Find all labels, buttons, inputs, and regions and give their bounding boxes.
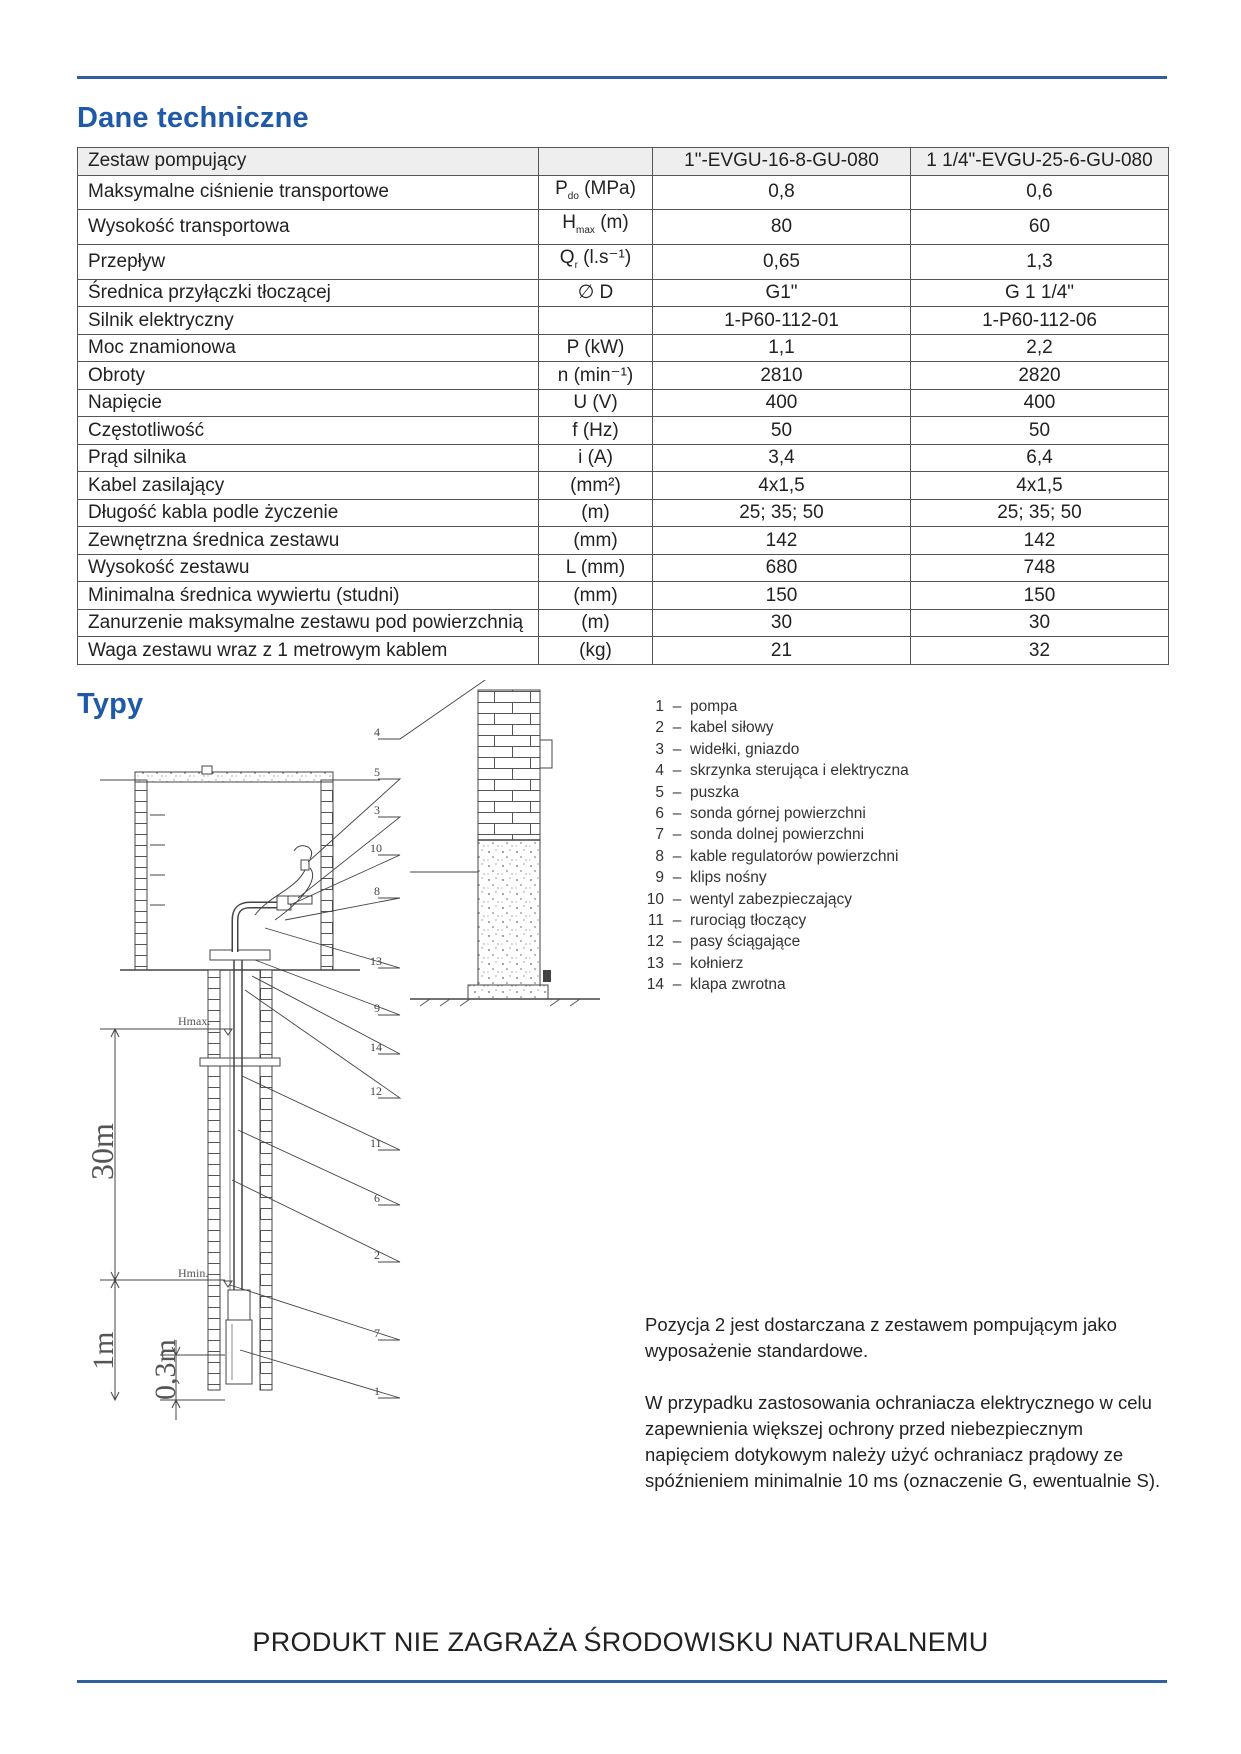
value-cell-model-2: 2,2 xyxy=(911,334,1169,362)
header-cell-set: Zestaw pompujący xyxy=(78,148,539,176)
table-row xyxy=(78,334,1169,362)
legend-number: 13 xyxy=(646,954,664,972)
value-cell-model-2: 0,6 xyxy=(911,175,1169,210)
legend-number: 2 xyxy=(655,719,664,737)
legend-number: 9 xyxy=(655,869,664,887)
table-row xyxy=(78,389,1169,417)
callout-label: 2 xyxy=(374,1248,380,1262)
value-cell-model-1: 400 xyxy=(653,389,911,417)
types-title: Typy xyxy=(77,688,144,720)
value-cell-model-1: 50 xyxy=(653,417,911,445)
table-row xyxy=(78,417,1169,445)
table-row xyxy=(78,582,1169,610)
symbol-cell xyxy=(539,499,653,527)
value-cell-model-1: 30 xyxy=(653,609,911,637)
table-row xyxy=(78,444,1169,472)
symbol-text: (m) xyxy=(581,612,610,634)
symbol-cell xyxy=(539,279,653,307)
symbol-unit: (m) xyxy=(594,212,629,234)
symbol-text: i (A) xyxy=(578,447,613,469)
legend-number: 4 xyxy=(655,762,664,780)
value-cell-model-1: 1-P60-112-01 xyxy=(653,307,911,335)
value-cell-model-1: 80 xyxy=(653,210,911,245)
header-cell-model-1: 1"-EVGU-16-8-GU-080 xyxy=(653,148,911,176)
legend-dash: – xyxy=(672,933,682,951)
symbol-cell xyxy=(539,245,653,280)
well-chamber xyxy=(100,766,380,970)
legend-item xyxy=(640,782,909,803)
callout-label: 1 xyxy=(374,1384,380,1398)
legend-label: pasy ściągające xyxy=(690,933,801,951)
table-row xyxy=(78,175,1169,210)
param-cell: Wysokość zestawu xyxy=(78,554,539,582)
dimensions xyxy=(84,1014,225,1420)
symbol-cell xyxy=(539,444,653,472)
bottom-rule xyxy=(77,1680,1167,1683)
legend-number: 14 xyxy=(646,976,664,994)
legend-dash: – xyxy=(672,847,682,865)
symbol-text: P (kW) xyxy=(566,337,625,359)
param-cell: Zanurzenie maksymalne zestawu pod powierzchnią xyxy=(78,609,539,637)
table-row xyxy=(78,210,1169,245)
symbol-text: P xyxy=(555,177,568,199)
symbol-text: U (V) xyxy=(573,392,618,414)
callout-label: 7 xyxy=(374,1326,380,1340)
legend-number: 8 xyxy=(655,847,664,865)
legend-dash: – xyxy=(672,804,682,822)
legend-item xyxy=(640,931,909,952)
symbol-cell xyxy=(539,175,653,210)
callout-label: 4 xyxy=(374,725,380,739)
symbol-text: (kg) xyxy=(579,639,612,661)
legend-number: 3 xyxy=(655,740,664,758)
value-cell-model-1: 680 xyxy=(653,554,911,582)
symbol-cell xyxy=(539,417,653,445)
top-rule xyxy=(77,76,1167,79)
param-cell: Długość kabla podle życzenie xyxy=(78,499,539,527)
legend-dash: – xyxy=(672,783,682,801)
symbol-cell xyxy=(539,609,653,637)
legend-dash: – xyxy=(672,762,682,780)
legend-label: puszka xyxy=(690,783,740,801)
symbol-text: H xyxy=(562,212,577,234)
legend-label: skrzynka sterująca i elektryczna xyxy=(690,762,909,780)
symbol-subscript: do xyxy=(567,190,579,202)
symbol-text: f (Hz) xyxy=(572,419,619,441)
param-cell: Wysokość transportowa xyxy=(78,210,539,245)
note-standard-equipment: Pozycja 2 jest dostarczana z zestawem pompującym jako wyposażenie standardowe. xyxy=(645,1314,1117,1361)
param-cell: Częstotliwość xyxy=(78,417,539,445)
legend-dash: – xyxy=(672,826,682,844)
value-cell-model-1: 1,1 xyxy=(653,334,911,362)
symbol-text: (mm) xyxy=(573,584,618,606)
legend-label: kabel siłowy xyxy=(690,719,774,737)
value-cell-model-2: 142 xyxy=(911,527,1169,555)
legend-number: 12 xyxy=(646,933,664,951)
legend-item xyxy=(640,760,909,781)
junction-box-icon xyxy=(301,860,309,870)
control-box-icon xyxy=(540,740,552,768)
legend-label: klapa zwrotna xyxy=(690,976,786,994)
value-cell-model-2: 748 xyxy=(911,554,1169,582)
legend-dash: – xyxy=(672,869,682,887)
legend-item xyxy=(640,867,909,888)
borehole xyxy=(200,960,280,1390)
hmax-label: Hmax. xyxy=(178,1014,211,1028)
value-cell-model-1: 150 xyxy=(653,582,911,610)
wall-building xyxy=(410,690,600,1006)
hmin-label: Hmin. xyxy=(178,1266,209,1280)
param-cell: Prąd silnika xyxy=(78,444,539,472)
callout-label: 13 xyxy=(370,954,382,968)
legend-number: 10 xyxy=(646,890,664,908)
symbol-cell xyxy=(539,527,653,555)
legend-number: 7 xyxy=(655,826,664,844)
spec-table-body xyxy=(78,148,1169,665)
legend-dash: – xyxy=(672,954,682,972)
spec-table xyxy=(77,147,1169,665)
legend-label: rurociąg tłoczący xyxy=(690,911,807,929)
dim-1m-label: 1m xyxy=(87,1331,120,1370)
legend-label: sonda górnej powierzchni xyxy=(690,804,866,822)
param-cell: Kabel zasilający xyxy=(78,472,539,500)
symbol-text: (m) xyxy=(581,502,610,524)
table-row xyxy=(78,245,1169,280)
legend-label: kołnierz xyxy=(690,954,744,972)
symbol-text: ∅ D xyxy=(577,282,614,304)
value-cell-model-2: 150 xyxy=(911,582,1169,610)
symbol-unit: (l.s⁻¹) xyxy=(577,247,632,269)
symbol-subscript: max xyxy=(576,225,595,237)
param-cell: Maksymalne ciśnienie transportowe xyxy=(78,175,539,210)
callout-label: 12 xyxy=(370,1084,382,1098)
value-cell-model-2: 32 xyxy=(911,637,1169,665)
param-cell: Obroty xyxy=(78,362,539,390)
table-row xyxy=(78,362,1169,390)
symbol-text: (mm²) xyxy=(570,474,621,496)
value-cell-model-1: 3,4 xyxy=(653,444,911,472)
symbol-text: n (min⁻¹) xyxy=(557,364,634,386)
symbol-cell xyxy=(539,307,653,335)
callout-label: 10 xyxy=(370,841,382,855)
legend-item xyxy=(640,717,909,738)
callout-label: 8 xyxy=(374,884,380,898)
symbol-text: (mm) xyxy=(573,529,618,551)
symbol-cell xyxy=(539,472,653,500)
table-row xyxy=(78,472,1169,500)
param-cell: Zewnętrzna średnica zestawu xyxy=(78,527,539,555)
installation-diagram xyxy=(80,680,640,1620)
legend-dash: – xyxy=(672,698,682,715)
value-cell-model-2: 1-P60-112-06 xyxy=(911,307,1169,335)
footer-slogan: PRODUKT NIE ZAGRAŻA ŚRODOWISKU NATURALNEMU xyxy=(252,1627,989,1657)
value-cell-model-1: 0,8 xyxy=(653,175,911,210)
symbol-cell xyxy=(539,554,653,582)
legend-item xyxy=(640,696,909,717)
symbol-cell xyxy=(539,334,653,362)
dim-03m-label: 0,3m xyxy=(149,1339,182,1400)
value-cell-model-2: 50 xyxy=(911,417,1169,445)
value-cell-model-1: 142 xyxy=(653,527,911,555)
legend-label: kable regulatorów powierzchni xyxy=(690,847,899,865)
value-cell-model-2: 60 xyxy=(911,210,1169,245)
table-row xyxy=(78,279,1169,307)
legend-label: sonda dolnej powierzchni xyxy=(690,826,865,844)
legend-item xyxy=(640,974,909,995)
table-row xyxy=(78,527,1169,555)
legend-item xyxy=(640,824,909,845)
valve-icon xyxy=(543,970,551,982)
value-cell-model-2: 400 xyxy=(911,389,1169,417)
page-title: Dane techniczne xyxy=(77,102,309,134)
value-cell-model-2: 30 xyxy=(911,609,1169,637)
value-cell-model-2: 6,4 xyxy=(911,444,1169,472)
dim-30m-label: 30m xyxy=(84,1123,120,1180)
legend-label: klips nośny xyxy=(690,869,767,887)
diagram-legend xyxy=(640,696,909,995)
param-cell: Waga zestawu wraz z 1 metrowym kablem xyxy=(78,637,539,665)
table-row xyxy=(78,609,1169,637)
symbol-text: L (mm) xyxy=(565,557,626,579)
param-cell: Minimalna średnica wywiertu (studni) xyxy=(78,582,539,610)
value-cell-model-1: 2810 xyxy=(653,362,911,390)
legend-label: pompa xyxy=(690,698,738,715)
legend-item xyxy=(640,953,909,974)
value-cell-model-1: 25; 35; 50 xyxy=(653,499,911,527)
symbol-text: Q xyxy=(559,247,575,269)
header-cell-symbol xyxy=(539,148,653,176)
table-header-row xyxy=(78,148,1169,176)
value-cell-model-2: G 1 1/4" xyxy=(911,279,1169,307)
symbol-cell xyxy=(539,389,653,417)
legend-label: widełki, gniazdo xyxy=(690,740,800,758)
legend-dash: – xyxy=(672,976,682,994)
legend-item xyxy=(640,846,909,867)
param-cell: Przepływ xyxy=(78,245,539,280)
callout-labels xyxy=(370,725,382,1398)
value-cell-model-2: 4x1,5 xyxy=(911,472,1169,500)
symbol-cell xyxy=(539,637,653,665)
param-cell: Średnica przyłączki tłoczącej xyxy=(78,279,539,307)
value-cell-model-1: 21 xyxy=(653,637,911,665)
callout-label: 6 xyxy=(374,1191,380,1205)
value-cell-model-1: G1" xyxy=(653,279,911,307)
symbol-cell xyxy=(539,582,653,610)
callout-label: 11 xyxy=(370,1136,382,1150)
table-row xyxy=(78,307,1169,335)
legend-dash: – xyxy=(672,719,682,737)
symbol-cell xyxy=(539,210,653,245)
legend-dash: – xyxy=(672,740,682,758)
table-row xyxy=(78,499,1169,527)
symbol-unit: (MPa) xyxy=(578,177,636,199)
value-cell-model-2: 2820 xyxy=(911,362,1169,390)
callout-label: 14 xyxy=(370,1040,382,1054)
value-cell-model-2: 1,3 xyxy=(911,245,1169,280)
value-cell-model-1: 0,65 xyxy=(653,245,911,280)
legend-label: wentyl zabezpieczający xyxy=(690,890,852,908)
legend-item xyxy=(640,803,909,824)
value-cell-model-1: 4x1,5 xyxy=(653,472,911,500)
note-electrical-protection: W przypadku zastosowania ochraniacza elektrycznego w celu zapewnienia większej ochrony przed niebezpiecznym napięciem dotykowym należy użyć ochraniacz prądowy ze spóźnieniem minimalnie 10 ms (oznaczenie G, ewentualnie S). xyxy=(645,1392,1161,1491)
param-cell: Silnik elektryczny xyxy=(78,307,539,335)
param-cell: Napięcie xyxy=(78,389,539,417)
table-row xyxy=(78,637,1169,665)
param-cell: Moc znamionowa xyxy=(78,334,539,362)
legend-number: 11 xyxy=(647,911,664,929)
callout-label: 3 xyxy=(374,803,380,817)
legend-number: 1 xyxy=(655,698,664,715)
table-row xyxy=(78,554,1169,582)
header-cell-model-2: 1 1/4"-EVGU-25-6-GU-080 xyxy=(911,148,1169,176)
legend-dash: – xyxy=(672,890,682,908)
legend-item xyxy=(640,739,909,760)
legend-number: 5 xyxy=(655,783,664,801)
symbol-subscript: r xyxy=(574,259,578,271)
callout-label: 9 xyxy=(374,1001,380,1015)
legend-dash: – xyxy=(672,911,682,929)
value-cell-model-2: 25; 35; 50 xyxy=(911,499,1169,527)
symbol-cell xyxy=(539,362,653,390)
legend-item xyxy=(640,910,909,931)
legend-number: 6 xyxy=(655,804,664,822)
legend-item xyxy=(640,889,909,910)
callout-label: 5 xyxy=(374,765,380,779)
